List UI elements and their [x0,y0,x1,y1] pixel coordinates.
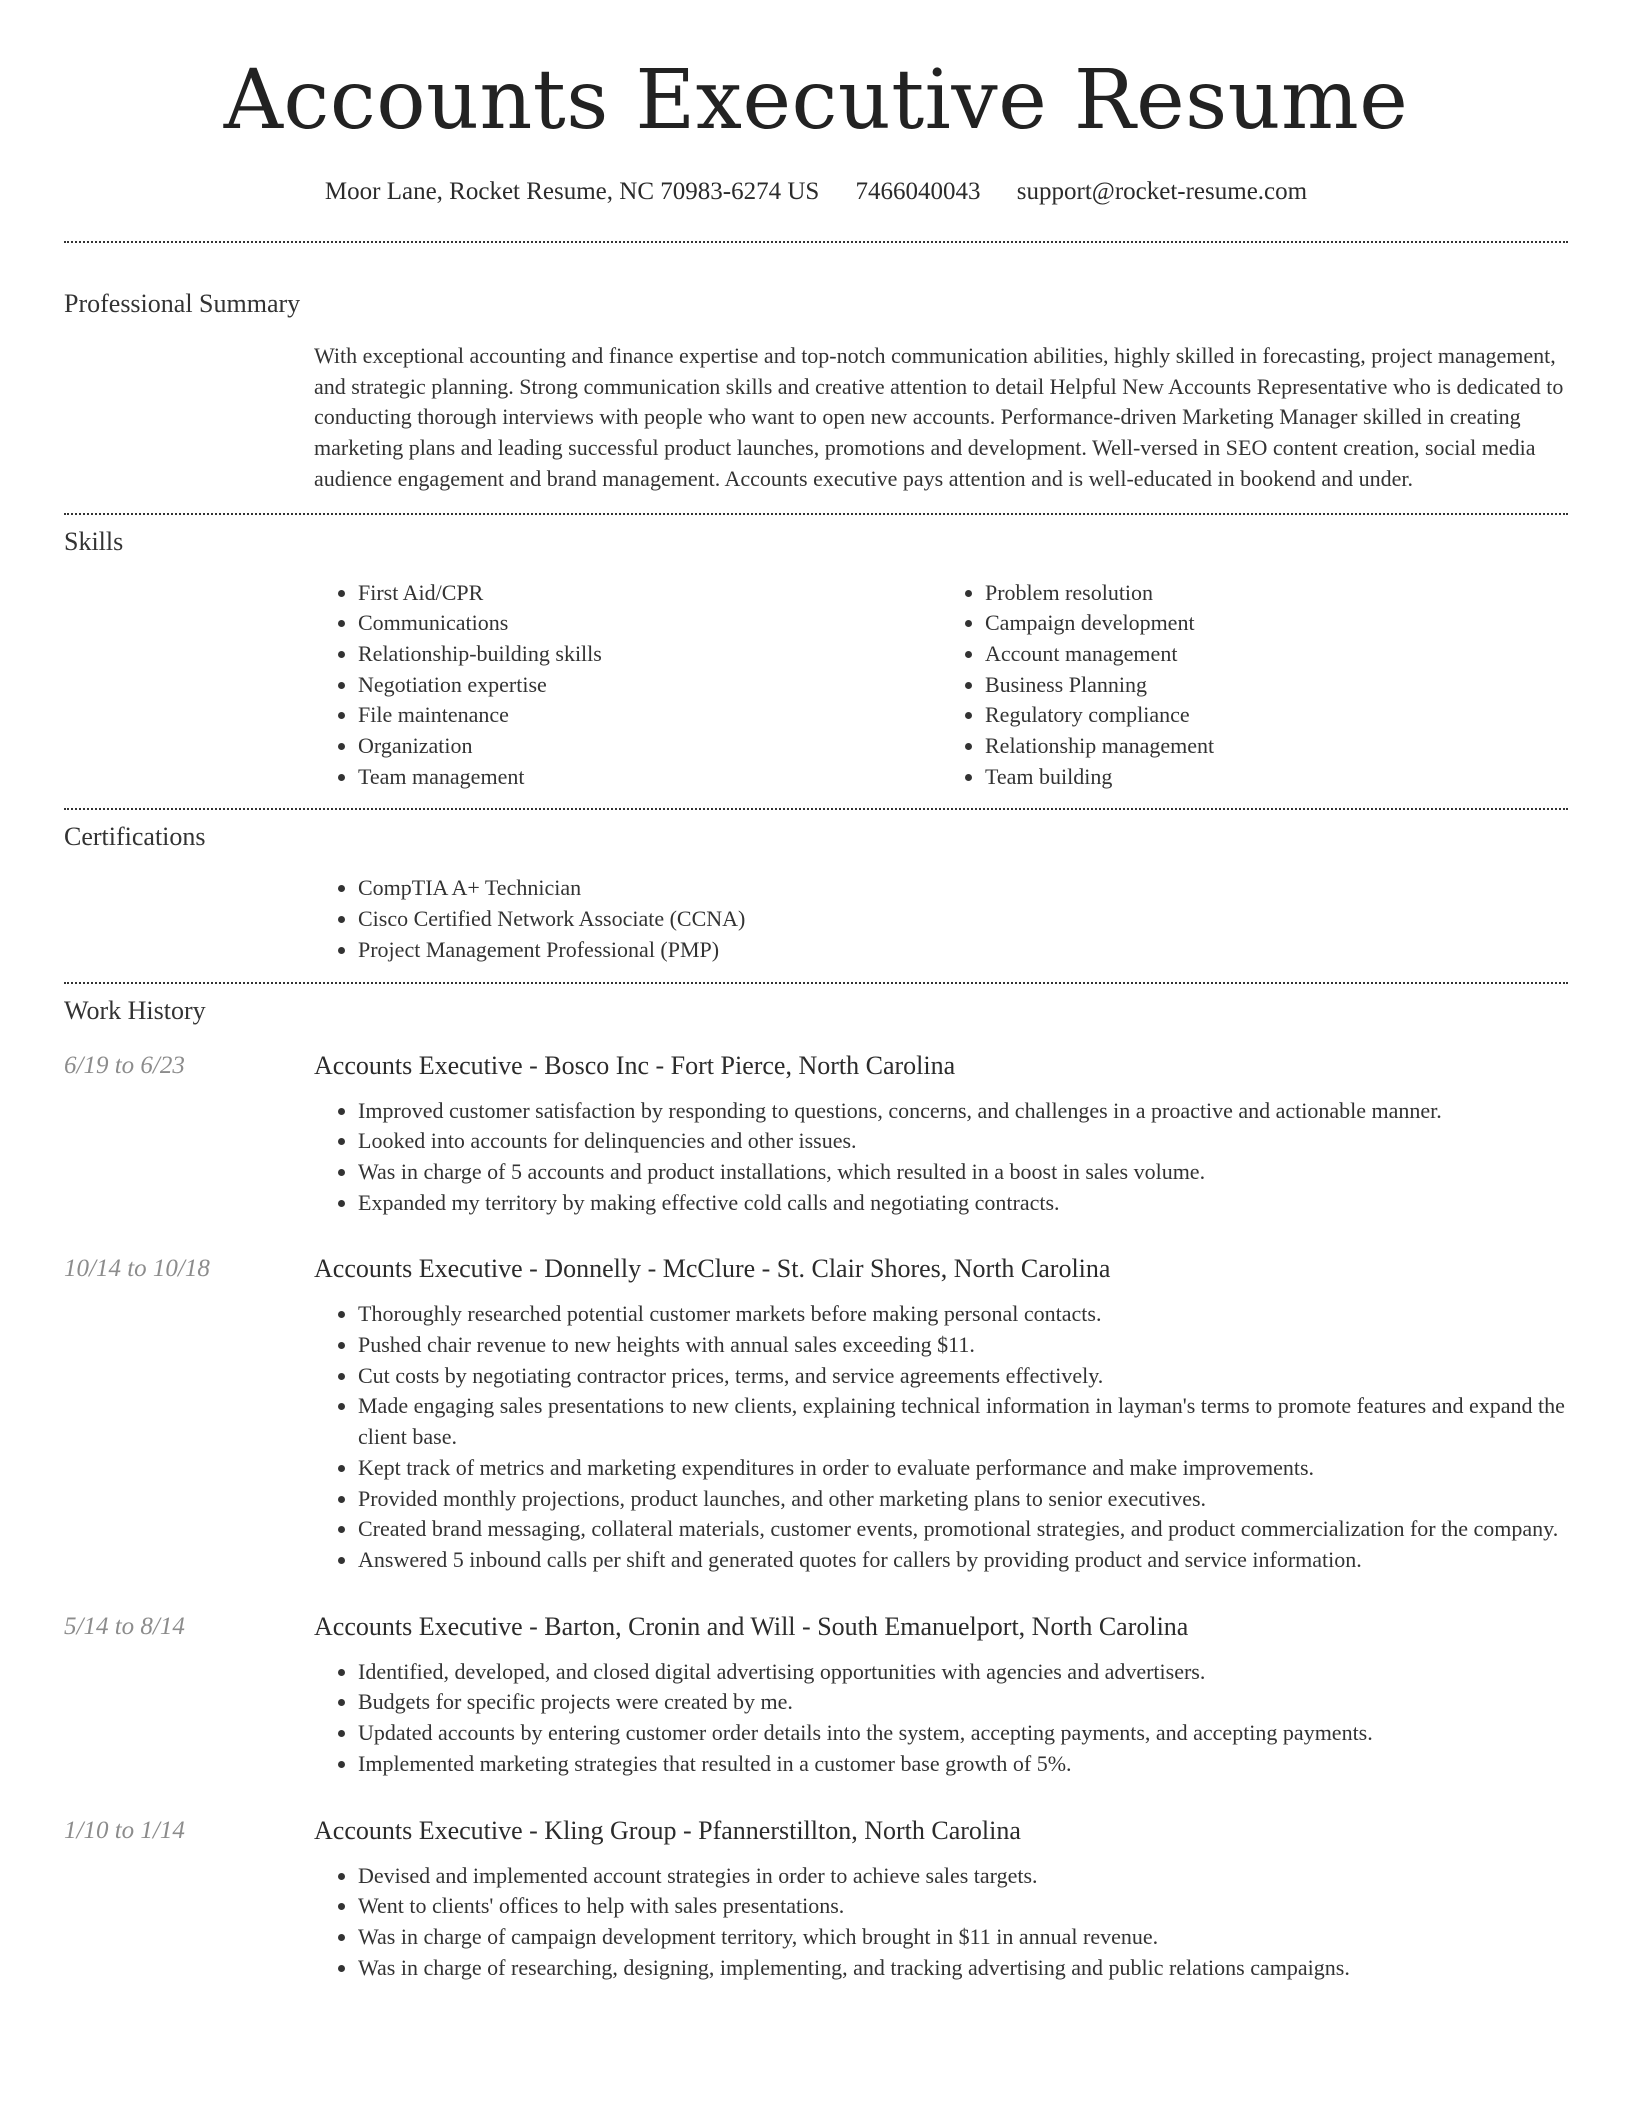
job-bullets [314,1861,1568,1984]
job-bullet: • Devised and implemented account strategies in order to achieve sales targets. [358,1861,1568,1892]
divider [64,513,1568,515]
summary-section [64,287,1568,495]
divider [64,808,1568,810]
job-entry [64,1611,1568,1780]
certification-item: • Project Management Professional (PMP) [358,935,1568,966]
skill-item: • Account management [985,639,1568,670]
job-bullet: • Budgets for specific projects were created by me. [358,1687,1568,1718]
job-bullet: • Looked into accounts for delinquencies and other issues. [358,1126,1568,1157]
job-title: Accounts Executive - Barton, Cronin and Will - South Emanuelport, North Carolina [314,1611,1189,1641]
skill-item: • Regulatory compliance [985,700,1568,731]
skill-item: • File maintenance [358,700,941,731]
skill-item: • Team building [985,762,1568,793]
job-bullet: • Identified, developed, and closed digital advertising opportunities with agencies and advertisers. [358,1657,1568,1688]
section-title-skills: Skills [64,526,124,556]
job-bullet: • Cut costs by negotiating contractor prices, terms, and service agreements effectively. [358,1361,1568,1392]
skill-item: • Team management [358,762,941,793]
job-title: Accounts Executive - Bosco Inc - Fort Pierce, North Carolina [314,1050,956,1080]
job-bullet: • Went to clients' offices to help with sales presentations. [358,1891,1568,1922]
job-bullets [314,1657,1568,1780]
job-title: Accounts Executive - Kling Group - Pfannerstillton, North Carolina [314,1815,1021,1845]
skill-item: • Problem resolution [985,578,1568,609]
job-bullet: • Was in charge of researching, designing, implementing, and tracking advertising and public relations campaigns. [358,1953,1568,1984]
job-bullet: • Was in charge of 5 accounts and product installations, which resulted in a boost in sales volume. [358,1157,1568,1188]
certifications-list [314,873,1568,965]
contact-phone: 7466040043 [855,178,981,205]
skills-column-right [941,578,1568,793]
skills-section [64,525,1568,793]
contact-address: Moor Lane, Rocket Resume, NC 70983-6274 US [324,178,820,205]
skill-item: • Negotiation expertise [358,670,941,701]
skills-column-left [314,578,941,793]
job-date: 1/10 to 1/14 [64,1816,185,1844]
job-bullet: • Thoroughly researched potential customer markets before making personal contacts. [358,1299,1568,1330]
job-bullets [314,1096,1568,1219]
job-bullet: • Provided monthly projections, product launches, and other marketing plans to senior executives. [358,1484,1568,1515]
section-title-work: Work History [64,995,206,1025]
job-bullets [314,1299,1568,1575]
skill-item: • First Aid/CPR [358,578,941,609]
section-title-summary: Professional Summary [64,289,301,318]
job-bullet: • Kept track of metrics and marketing expenditures in order to evaluate performance and make improvements. [358,1453,1568,1484]
job-entry [64,1253,1568,1575]
job-bullet: • Pushed chair revenue to new heights with annual sales exceeding $11. [358,1330,1568,1361]
contact-email: support@rocket-resume.com [1016,178,1308,205]
job-bullet: • Created brand messaging, collateral materials, customer events, promotional strategies, and product commercialization for the company. [358,1514,1568,1545]
certification-item: • Cisco Certified Network Associate (CCNA) [358,904,1568,935]
certification-item: • CompTIA A+ Technician [358,873,1568,904]
job-bullet: • Made engaging sales presentations to new clients, explaining technical information in layman's terms to promote features and expand the client base. [358,1391,1568,1452]
skill-item: • Organization [358,731,941,762]
skill-item: • Relationship-building skills [358,639,941,670]
skill-item: • Communications [358,608,941,639]
job-entry [64,1815,1568,1984]
job-date: 5/14 to 8/14 [64,1612,185,1640]
summary-text: With exceptional accounting and finance expertise and top-notch communication abilities, highly skilled in forecasting, project management, and strategic planning. Strong communication skills and creative attention to detail Helpful New Accounts Representative who is dedicated to conducting thorough interviews with people who want to open new accounts. Performance-driven Marketing Manager skilled in creating marketing plans and leading successful product launches, promotions and development. Well-versed in SEO content creation, social media audience engagement and brand management. Accounts executive pays attention and is well-educated in bookend and under. [314,343,1564,491]
job-entry [64,1050,1568,1219]
section-title-certifications: Certifications [64,822,206,852]
skill-item: • Relationship management [985,731,1568,762]
skill-item: • Campaign development [985,608,1568,639]
job-bullet: • Improved customer satisfaction by responding to questions, concerns, and challenges in a proactive and actionable manner. [358,1096,1568,1127]
contact-line [0,176,1632,208]
divider [64,241,1568,243]
certifications-section [64,820,1568,965]
resume-title: Accounts Executive Resume [223,53,1409,148]
job-bullet: • Implemented marketing strategies that resulted in a customer base growth of 5%. [358,1749,1568,1780]
divider [64,982,1568,984]
resume-header [0,0,1632,208]
work-history-section [64,994,1568,1984]
job-bullet: • Answered 5 inbound calls per shift and generated quotes for callers by providing product and service information. [358,1545,1568,1576]
job-bullet: • Updated accounts by entering customer order details into the system, accepting payments, and accepting payments. [358,1718,1568,1749]
job-bullet: • Expanded my territory by making effective cold calls and negotiating contracts. [358,1188,1568,1219]
skill-item: • Business Planning [985,670,1568,701]
job-date: 6/19 to 6/23 [64,1051,185,1079]
job-bullet: • Was in charge of campaign development territory, which brought in $11 in annual revenue. [358,1922,1568,1953]
job-date: 10/14 to 10/18 [64,1255,210,1283]
job-title: Accounts Executive - Donnelly - McClure - St. Clair Shores, North Carolina [314,1254,1111,1284]
skills-list [314,578,1568,793]
